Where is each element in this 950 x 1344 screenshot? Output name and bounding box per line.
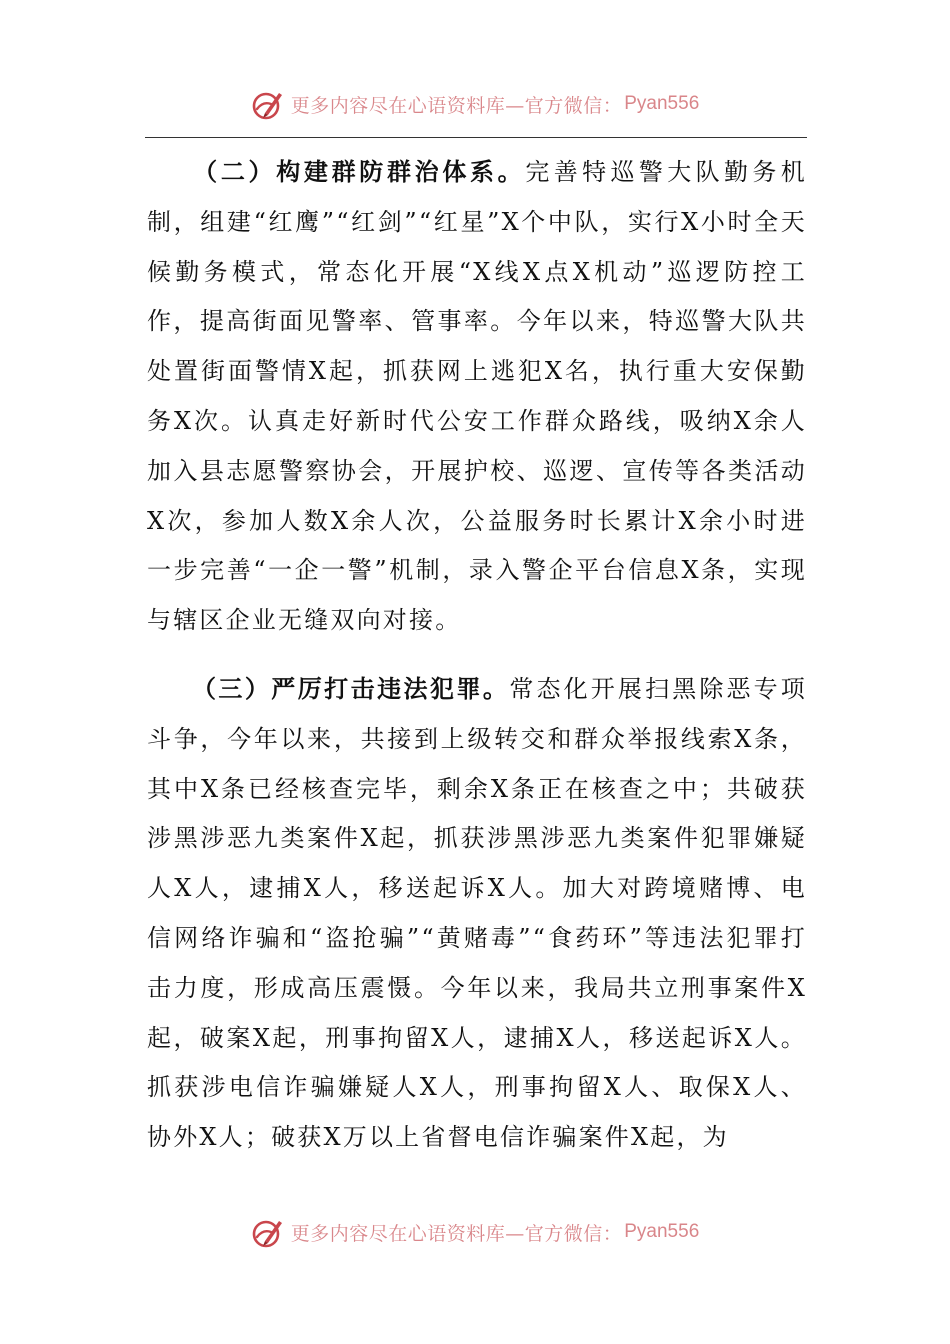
- footer-watermark: [0, 1210, 950, 1254]
- header-divider: [145, 137, 807, 138]
- watermark-wechat-id: Pyan556: [624, 1221, 700, 1242]
- watermark-text: 更多内容尽在心语资料库—官方微信：: [290, 94, 623, 117]
- section-3-body: 常态化开展扫黑除恶专项斗争，今年以来，共接到上级转交和群众举报线索X条，其中X条已经核查完毕，剩余X条正在核查之中；共破获涉黑涉恶九类案件X起，抓获涉黑涉恶九类案件犯罪嫌疑人X人，逮捕X人，移送起诉X人。加大对跨境赌博、电信网络诈骗和“盗抢骗”“黄赌毒”“食药环”等违法犯罪打击力度，形成高压震慑。今年以来，我局共立刑事案件X起，破案X起，刑事拘留X人，逮捕X人，移送起诉X人。抓获涉电信诈骗嫌疑人X人，刑事拘留X人、取保X人、协外X人；破获X万以上省督电信诈骗案件X起，为: [147, 674, 808, 1152]
- paragraph-section-3: [147, 665, 807, 1163]
- document-body: [147, 148, 807, 1163]
- pen-logo-icon: [251, 87, 285, 121]
- watermark-wechat-id: Pyan556: [624, 93, 700, 114]
- header-watermark: [0, 82, 950, 126]
- paragraph-section-2: [147, 148, 807, 646]
- watermark-text: 更多内容尽在心语资料库—官方微信：: [290, 1222, 623, 1245]
- section-2-heading: （二）构建群防群治体系。: [191, 158, 526, 186]
- pen-logo-icon: [251, 1215, 285, 1249]
- section-2-body: 完善特巡警大队勤务机制，组建“红鹰”“红剑”“红星”X个中队，实行X小时全天候勤务模式，常态化开展“X线X点X机动”巡逻防控工作，提高街面见警率、管事率。今年以来，特巡警大队共处置街面警情X起，抓获网上逃犯X名，执行重大安保勤务X次。认真走好新时代公安工作群众路线，吸纳X余人加入县志愿警察协会，开展护校、巡逻、宣传等各类活动X次，参加人数X余人次，公益服务时长累计X余小时进一步完善“一企一警”机制，录入警企平台信息X条，实现与辖区企业无缝双向对接。: [147, 158, 808, 635]
- section-3-heading: （三）严厉打击违法犯罪。: [191, 674, 510, 703]
